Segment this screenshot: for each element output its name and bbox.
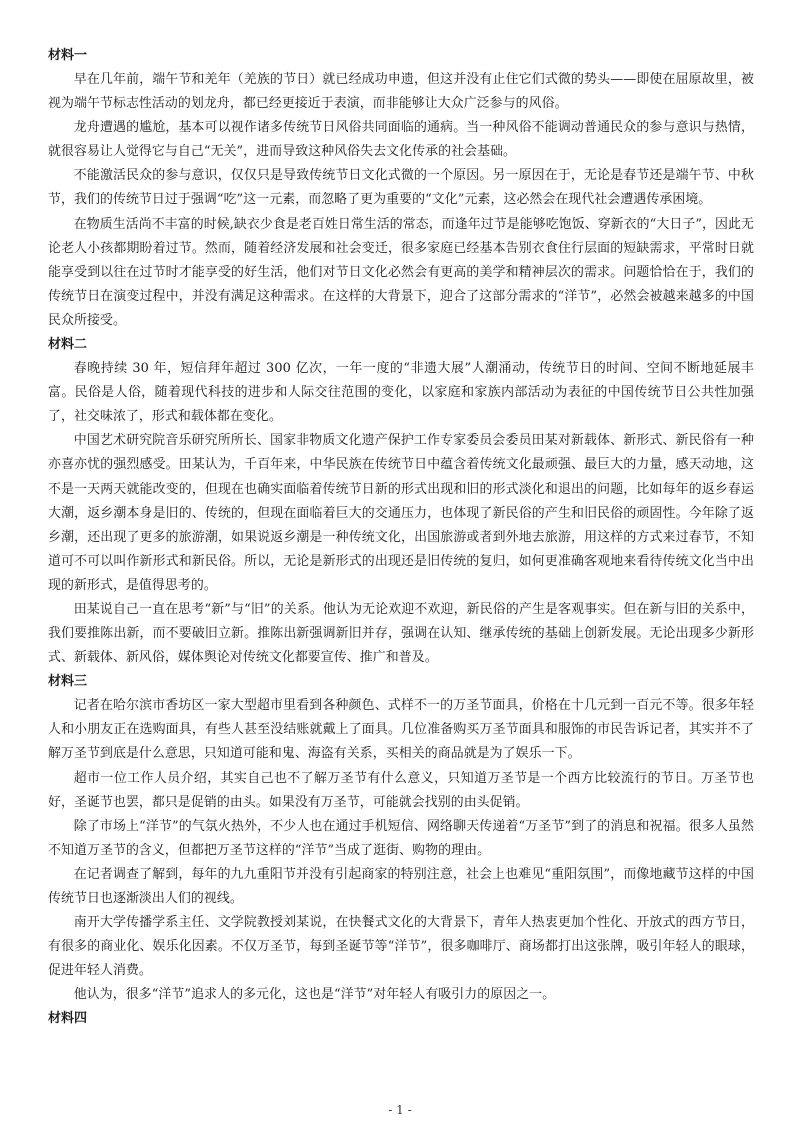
paragraph: 春晚持续 30 年，短信拜年超过 300 亿次，一年一度的“非遗大展”人潮涌动，传统节日的时间、空间不断地延展丰富。民俗是人俗，随着现代科技的进步和人际交往范围的变化，以家庭和家族内部活动为表征的中国传统节日公共性加强了，社交味浓了，形式和载体都在变化。 <box>48 361 754 425</box>
paragraph: 在物质生活尚不丰富的时候,缺衣少食是老百姓日常生活的常态，而逢年过节是能够吃饱饭、穿新衣的“大日子”，因此无论老人小孩都期盼着过节。然而，随着经济发展和社会变迁，很多家庭已经基本告别衣食住行层面的短缺需求，平常时日就能享受到以往在过节时才能享受的好生活，他们对节日文化必然会有更高的美学和精神层次的需求。问题恰恰在于，我们的传统节日在演变过程中，并没有满足这种需求。在这样的大背景下，迎合了这部分需求的“洋节”，必然会被越来越多的中国民众所接受。 <box>48 216 754 328</box>
document-page <box>48 44 754 1054</box>
paragraph: 超市一位工作人员介绍，其实自己也不了解万圣节有什么意义，只知道万圣节是一个西方比较流行的节日。万圣节也好，圣诞节也罢，都只是促销的由头。如果没有万圣节，可能就会找别的由头促销。 <box>48 770 754 810</box>
paragraph: 除了市场上“洋节”的气氛火热外，不少人也在通过手机短信、网络聊天传递着“万圣节”到了的消息和祝福。很多人虽然不知道万圣节的含义，但都把万圣节这样的“洋节”当成了逛街、购物的理由。 <box>48 818 754 858</box>
paragraph: 他认为，很多“洋节”追求人的多元化，这也是“洋节”对年轻人有吸引力的原因之一。 <box>73 987 556 1003</box>
paragraph: 龙舟遭遇的尴尬，基本可以视作诸多传统节日风俗共同面临的通病。当一种风俗不能调动普通民众的参与意识与热情，就很容易让人觉得它与自己“无关”，进而导致这种风俗失去文化传承的社会基础。 <box>48 120 754 160</box>
paragraph: 田某说自己一直在思考“新”与“旧”的关系。他认为无论欢迎不欢迎，新民俗的产生是客观事实。但在新与旧的关系中，我们要推陈出新，而不要破旧立新。推陈出新强调新旧并存，强调在认知、继承传统的基础上创新发展。无论出现多少新形式、新载体、新风俗，媒体舆论对传统文化都要宣传、推广和普及。 <box>48 601 754 666</box>
section-heading-material-4: 材料四 <box>48 1011 88 1027</box>
section-heading-material-3: 材料三 <box>48 674 88 690</box>
paragraph: 中国艺术研究院音乐研究所所长、国家非物质文化遗产保护工作专家委员会委员田某对新载体、新形式、新民俗有一种亦喜亦忧的强烈感受。田某认为，千百年来，中华民族在传统节日中蕴含着传统文化最顽强、最巨大的力量，感天动地，这不是一天两天就能改变的，但现在也确实面临着传统节日新的形式出现和旧的形式淡化和退出的问题，比如每年的返乡春运大潮，返乡潮本身是旧的、传统的，但现在面临着巨大的交通压力，也体现了新民俗的产生和旧民俗的顽固性。今年除了返乡潮，还出现了更多的旅游潮，如果说返乡潮是一种传统文化，出国旅游或者到外地去旅游，用这样的方式来过春节，不知道可不可以叫作新形式和新民俗。所以，无论是新形式的出现还是旧传统的复归，如何更准确客观地来看待传统文化当中出现的新形式，是值得思考的。 <box>48 433 754 593</box>
paragraph: 记者在哈尔滨市香坊区一家大型超市里看到各种颜色、式样不一的万圣节面具，价格在十几元到一百元不等。很多年轻人和小朋友正在选购面具，有些人甚至没结账就戴上了面具。几位准备购买万圣节面具和服饰的市民告诉记者，其实并不了解万圣节到底是什么意思，只知道可能和鬼、海盗有关系，买相关的商品就是为了娱乐一下。 <box>48 698 754 762</box>
section-heading-material-1: 材料一 <box>48 48 88 63</box>
page-number: - 1 - <box>388 1103 412 1117</box>
paragraph: 不能激活民众的参与意识，仅仅只是导致传统节日文化式微的一个原因。另一原因在于，无论是春节还是端午节、中秋节，我们的传统节日过于强调“吃”这一元素，而忽略了更为重要的“文化”元素，这必然会在现代社会遭遇传承困境。 <box>48 168 754 208</box>
paragraph: 早在几年前，端午节和羌年（羌族的节日）就已经成功申遗，但这并没有止住它们式微的势头——即使在屈原故里，被视为端午节标志性活动的划龙舟，都已经更接近于表演，而非能够让大众广泛参与的风俗。 <box>48 72 754 112</box>
paragraph: 南开大学传播学系主任、文学院教授刘某说，在快餐式文化的大背景下，青年人热衷更加个性化、开放式的西方节日，有很多的商业化、娱乐化因素。不仅万圣节，每到圣诞节等“洋节”，很多咖啡厅、商场都打出这张牌，吸引年轻人的眼球，促进年轻人消费。 <box>48 915 754 979</box>
paragraph: 在记者调查了解到，每年的九九重阳节并没有引起商家的特别注意，社会上也难见“重阳氛围”，而像地藏节这样的中国传统节日也逐渐淡出人们的视线。 <box>48 866 754 906</box>
section-heading-material-2: 材料二 <box>48 337 88 353</box>
